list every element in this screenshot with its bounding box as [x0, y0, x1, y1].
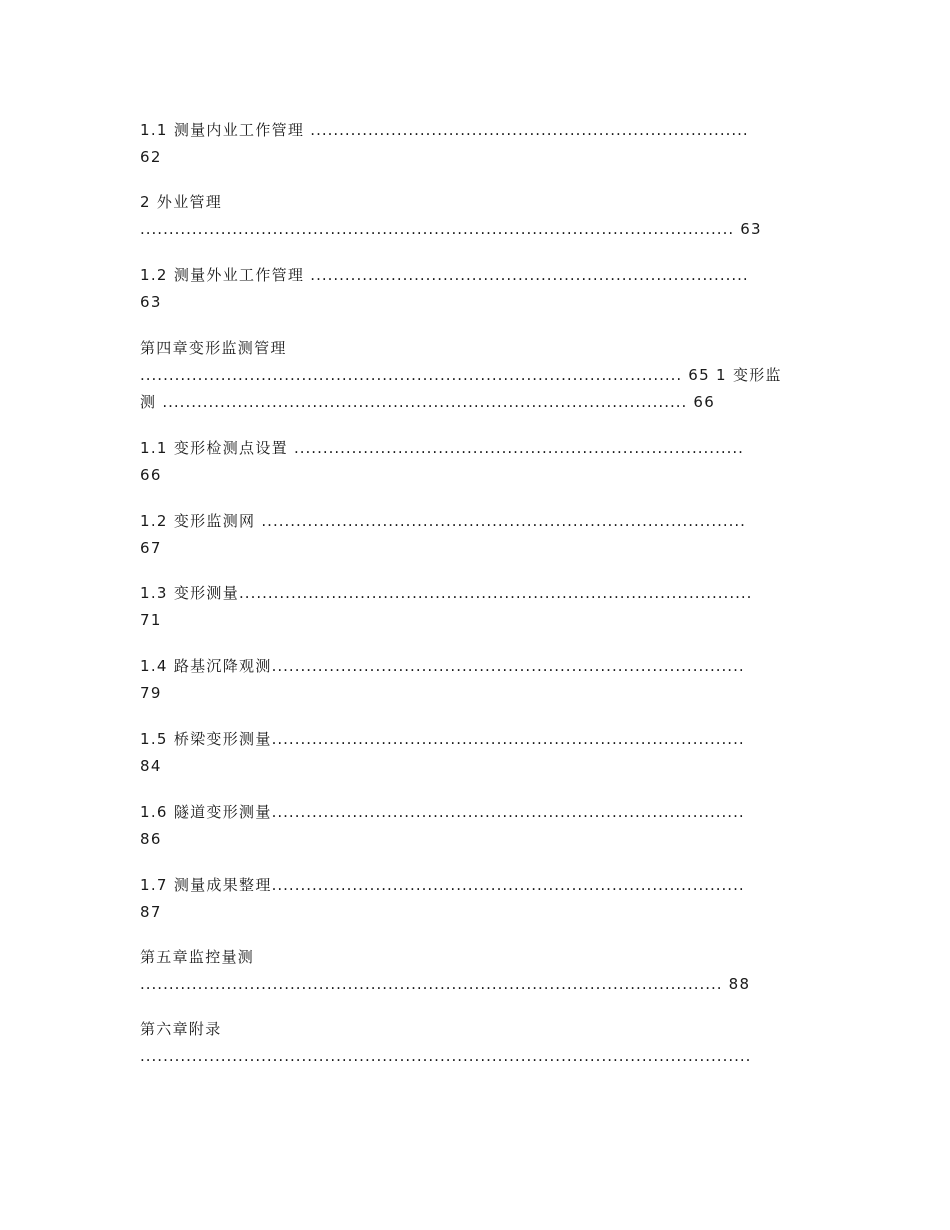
- toc-leader-dots: ..............................................................................................: [140, 366, 683, 384]
- toc-entry-title: 1.1 变形检测点设置: [140, 439, 294, 457]
- toc-page-number: 67: [140, 539, 162, 557]
- toc-page-number: 88: [722, 975, 751, 993]
- toc-entry-title-line: [140, 875, 745, 895]
- toc-leader-dots: ....................................................................................: [261, 512, 746, 530]
- toc-leader-dots: .....................................................................................................: [140, 975, 723, 993]
- toc-page-number: 71: [140, 611, 162, 629]
- toc-entry-title: 1.4 路基沉降观测: [140, 657, 272, 675]
- toc-entry-title: 1.6 隧道变形测量: [140, 803, 272, 821]
- toc-leader-dots: ..................................................................................: [271, 876, 745, 894]
- toc-page-number: 63: [140, 293, 162, 311]
- toc-chapter-title: 第四章变形监测管理: [140, 339, 287, 357]
- toc-page-number: 65: [682, 366, 710, 384]
- toc-chapter-title-line: [140, 1019, 222, 1039]
- toc-entry-title: 1.2 测量外业工作管理: [140, 266, 311, 284]
- toc-leader-dots: ..............................................................................: [294, 439, 744, 457]
- toc-leader-dots: ..................................................................................: [271, 657, 745, 675]
- toc-entry-page-line: [140, 292, 162, 312]
- toc-leader-dots: ..........................................................................................................: [140, 1047, 752, 1065]
- toc-entry-title-line: [140, 192, 222, 212]
- toc-entry-title-line: [140, 583, 752, 603]
- toc-entry-title: 1.5 桥梁变形测量: [140, 730, 272, 748]
- toc-entry-title: 1.2 变形监测网: [140, 512, 262, 530]
- toc-page-number: 62: [140, 148, 162, 166]
- toc-leader-dots: ...........................................................................................: [162, 393, 688, 411]
- toc-entry-page-line: [140, 683, 162, 703]
- toc-entry-title: 1.7 测量成果整理: [140, 876, 272, 894]
- toc-entry-page-line: [140, 829, 162, 849]
- toc-entry-page-line: [140, 902, 162, 922]
- toc-page-number: 86: [140, 830, 162, 848]
- toc-chapter-title: 第六章附录: [140, 1020, 222, 1038]
- toc-chapter-title-line: [140, 947, 254, 967]
- toc-entry-page-line: [140, 147, 162, 167]
- toc-entry-page-line: [140, 756, 162, 776]
- toc-page-number: 66: [140, 466, 162, 484]
- toc-entry-page-line: [140, 538, 162, 558]
- toc-leader-dots: ............................................................................: [310, 121, 749, 139]
- toc-entry-page-line: [140, 465, 162, 485]
- toc-chapter-title: 第五章监控量测: [140, 948, 255, 966]
- toc-leader-dots: ............................................................................: [310, 266, 749, 284]
- toc-leader-dots: .........................................................................................: [239, 584, 753, 602]
- toc-page-number: 66: [687, 393, 716, 411]
- toc-page-number: 63: [734, 220, 762, 238]
- toc-entry-dots-line: [140, 1046, 751, 1066]
- toc-entry-title-line: [140, 120, 749, 140]
- toc-entry-title: 1.1 测量内业工作管理: [140, 121, 311, 139]
- toc-entry-title: 2 外业管理: [140, 193, 223, 211]
- toc-entry-title-line: [140, 265, 749, 285]
- toc-leader-dots: .......................................................................................................: [140, 220, 735, 238]
- toc-entry-continuation-line: [140, 392, 715, 412]
- toc-leader-dots: ..................................................................................: [271, 730, 745, 748]
- toc-page-number: 84: [140, 757, 162, 775]
- toc-entry-title-line: [140, 656, 745, 676]
- toc-page-number: 79: [140, 684, 162, 702]
- toc-entry-title-line: [140, 511, 746, 531]
- toc-chapter-title-line: [140, 338, 287, 358]
- toc-entry-title: 测: [140, 393, 163, 411]
- toc-entry-page-line: [140, 610, 162, 630]
- toc-entry-title: 1.3 变形测量: [140, 584, 240, 602]
- toc-entry-title-line: [140, 729, 745, 749]
- toc-entry-title: 1 变形监: [709, 366, 782, 384]
- toc-entry-title-line: [140, 438, 744, 458]
- toc-leader-dots: ..................................................................................: [271, 803, 745, 821]
- toc-entry-dots-line: [140, 365, 782, 385]
- toc-entry-title-line: [140, 802, 745, 822]
- toc-entry-dots-line: [140, 974, 750, 994]
- toc-page-number: 87: [140, 903, 162, 921]
- toc-entry-dots-line: [140, 219, 762, 239]
